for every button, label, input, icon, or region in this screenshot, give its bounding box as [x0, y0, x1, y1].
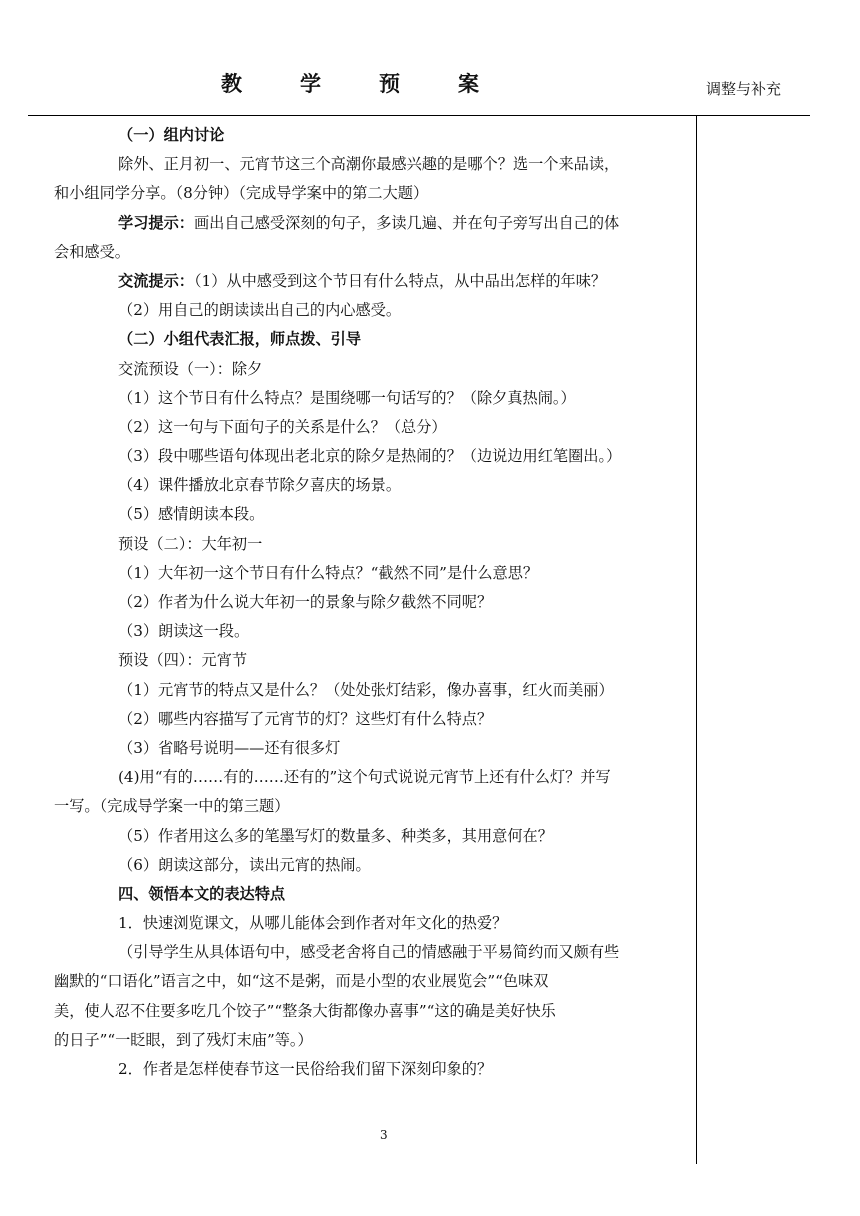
text-line: 美，使人忍不住要多吃几个饺子”“整条大街都像办喜事”“这的确是美好快乐	[54, 1001, 556, 1020]
page-title: 教学预案	[221, 71, 537, 96]
section-heading: 四、领悟本文的表达特点	[118, 884, 286, 903]
text-line: 和小组同学分享。（8分钟）（完成导学案中的第二大题）	[54, 184, 429, 203]
text-line: 预设（二）：大年初一	[118, 534, 263, 553]
text-line: 除外、正月初一、元宵节这三个高潮你最感兴趣的是哪个？选一个来品读，	[118, 155, 620, 174]
text-line: （1）元宵节的特点又是什么？（处处张灯结彩，像办喜事，红火而美丽）	[118, 680, 614, 699]
text-line: （2）用自己的朗读读出自己的内心感受。	[118, 301, 402, 320]
text-line: 2．作者是怎样使春节这一民俗给我们留下深刻印象的？	[118, 1060, 493, 1078]
text-line: （5）感情朗读本段。	[118, 505, 265, 524]
text-line: 的日子”“一眨眼，到了残灯末庙”等。）	[54, 1030, 313, 1049]
hint-label: 学习提示：	[118, 213, 194, 232]
text-line: (4)用“有的……有的……还有的”这个句式说说元宵节上还有什么灯？并写	[118, 768, 611, 787]
text-line: （引导学生从具体语句中，感受老舍将自己的情感融于平易简约而又颇有些	[118, 943, 620, 962]
hint-text: 画出自己感受深刻的句子，多读几遍、并在句子旁写出自己的体	[193, 213, 620, 232]
lesson-content	[54, 121, 686, 1084]
text-line: （1）大年初一这个节日有什么特点？“截然不同”是什么意思？	[118, 563, 539, 582]
section-heading: （一）组内讨论	[118, 126, 225, 144]
text-line	[86, 267, 686, 296]
text-line: 会和感受。	[54, 242, 130, 261]
text-line: （5）作者用这么多的笔墨写灯的数量多、种类多，其用意何在？	[118, 826, 553, 845]
header-rule	[28, 115, 810, 116]
column-title-adjustment: 调整与补充	[706, 80, 782, 98]
text-line	[86, 209, 686, 238]
text-line: 一写。（完成导学案一中的第三题）	[54, 797, 290, 816]
hint-text: （1）从中感受到这个节日有什么特点，从中品出怎样的年味？	[193, 271, 607, 290]
text-line: （2）哪些内容描写了元宵节的灯？这些灯有什么特点？	[118, 709, 493, 728]
text-line: （2）这一句与下面句子的关系是什么？（总分）	[118, 417, 447, 436]
text-line: （3）段中哪些语句体现出老北京的除夕是热闹的？（边说边用红笔圈出。）	[118, 447, 622, 466]
text-line: 1．快速浏览课文，从哪儿能体会到作者对年文化的热爱？	[118, 914, 508, 933]
text-line: （3）朗读这一段。	[118, 622, 250, 641]
text-line: （3）省略号说明——还有很多灯	[118, 738, 341, 757]
text-line: 预设（四）：元宵节	[118, 651, 248, 670]
text-line: （2）作者为什么说大年初一的景象与除夕截然不同呢？	[118, 593, 493, 611]
text-line: （1）这个节日有什么特点？是围绕哪一句话写的？（除夕真热闹。）	[118, 388, 576, 407]
text-line: 交流预设（一）：除夕	[118, 359, 263, 378]
section-heading: （二）小组代表汇报，师点拨、引导	[118, 330, 361, 349]
page-number: 3	[380, 1128, 388, 1142]
hint-label: 交流提示：	[118, 271, 194, 290]
text-line: （6）朗读这部分，读出元宵的热闹。	[118, 855, 371, 874]
text-line: （4）课件播放北京春节除夕喜庆的场景。	[118, 476, 402, 495]
column-divider	[696, 115, 697, 1164]
text-line: 幽默的“口语化”语言之中，如“这不是粥，而是小型的农业展览会”“色味双	[54, 972, 549, 991]
